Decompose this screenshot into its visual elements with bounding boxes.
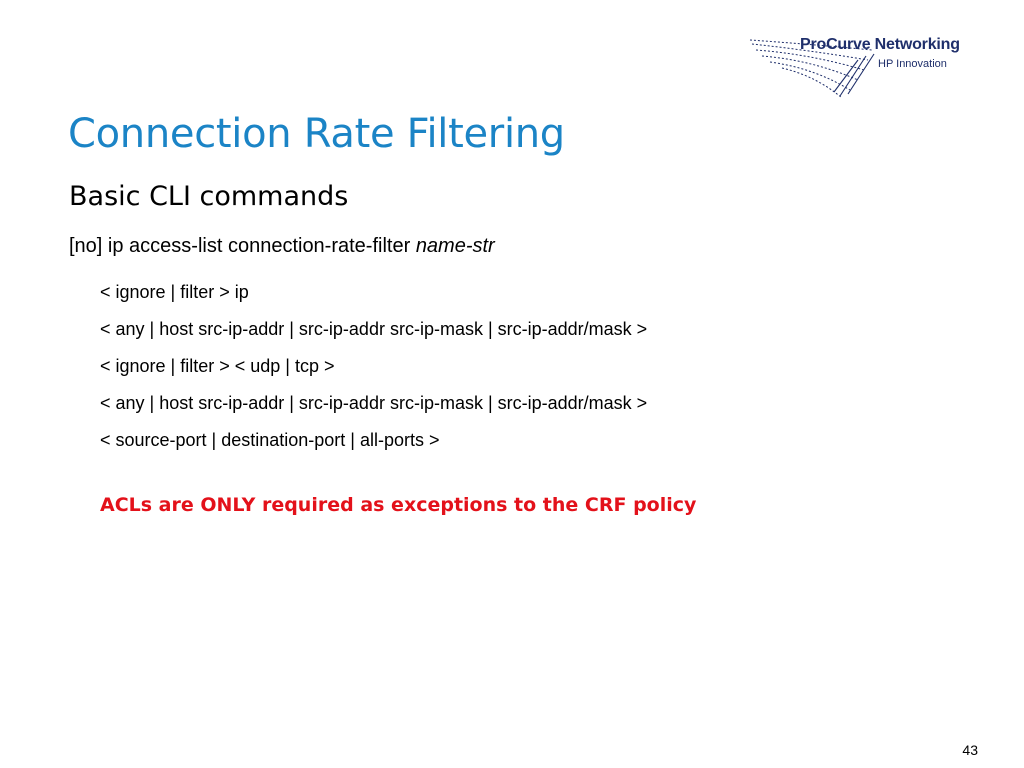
logo-tagline: HP Innovation: [878, 58, 947, 70]
slide-subtitle: Basic CLI commands: [69, 181, 349, 212]
cli-command-prefix: [no] ip access-list connection-rate-filter: [69, 235, 416, 257]
procurve-logo: [748, 30, 988, 102]
cli-options-list: [100, 274, 647, 459]
acl-note: ACLs are ONLY required as exceptions to the CRF policy: [100, 494, 697, 516]
cli-option: < any | host src-ip-addr | src-ip-addr src-ip-mask | src-ip-addr/mask >: [100, 319, 648, 339]
cli-command: [69, 235, 495, 258]
logo-name: ProCurve Networking: [800, 36, 960, 53]
cli-option: < any | host src-ip-addr | src-ip-addr src-ip-mask | src-ip-addr/mask >: [100, 393, 648, 413]
cli-option: < ignore | filter > < udp | tcp >: [100, 356, 335, 376]
cli-command-argument: name-str: [415, 235, 495, 257]
cli-option: < ignore | filter > ip: [100, 282, 249, 302]
cli-option: < source-port | destination-port | all-ports >: [100, 430, 440, 450]
slide-title: Connection Rate Filtering: [68, 111, 565, 157]
page-number: 43: [962, 742, 978, 758]
